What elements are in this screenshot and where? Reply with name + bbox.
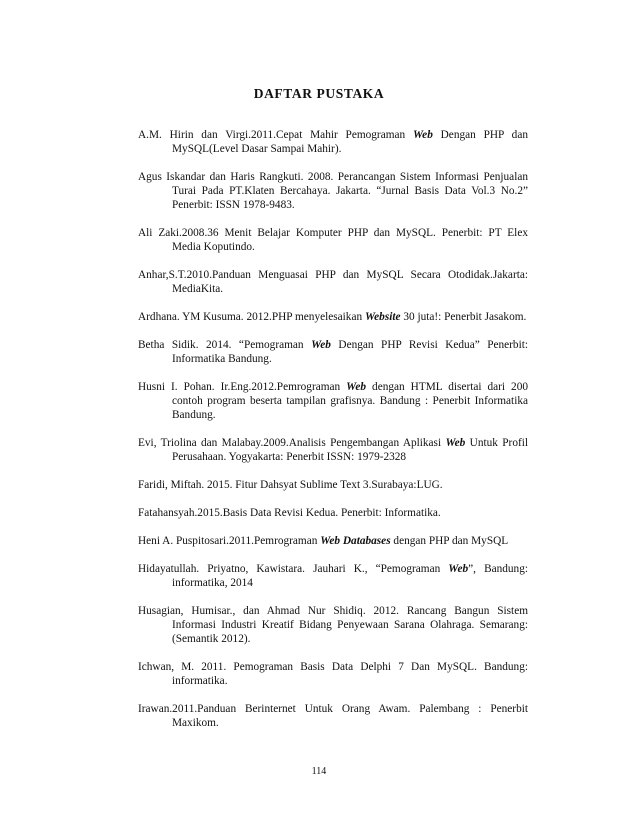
reference-text: A.M. Hirin dan Virgi.2011.Cepat Mahir Pemograman	[138, 129, 413, 141]
reference-text: Untuk Profil Perusahaan. Yogyakarta: Penerbit ISSN: 1979-2328	[172, 437, 529, 464]
reference-text: Hidayatullah. Priyatno, Kawistara. Jauhari K., “Pemograman	[138, 562, 449, 575]
reference-text: dengan PHP dan MySQL	[390, 534, 509, 547]
reference-entry	[138, 702, 528, 730]
reference-text: Heni A. Puspitosari.2011.Pemrograman	[138, 534, 321, 547]
reference-entry	[138, 310, 528, 324]
reference-list	[138, 128, 528, 744]
reference-entry	[138, 436, 528, 464]
reference-entry	[138, 478, 528, 492]
reference-entry	[138, 534, 528, 548]
reference-emphasis: Web	[346, 381, 367, 393]
reference-emphasis: Web	[445, 437, 466, 450]
reference-entry	[138, 268, 528, 296]
reference-text: Evi, Triolina dan Malabay.2009.Analisis Pengembangan Aplikasi	[138, 437, 446, 450]
reference-text: Betha Sidik. 2014. “Pemograman	[138, 339, 312, 351]
reference-text: Faridi, Miftah. 2015. Fitur Dahsyat Sublime Text 3.Surabaya:LUG.	[138, 479, 443, 492]
reference-text: Dengan PHP dan MySQL(Level Dasar Sampai Mahir).	[172, 129, 528, 156]
reference-text: Irawan.2011.Panduan Berinternet Untuk Orang Awam. Palembang : Penerbit Maxikom.	[138, 702, 528, 729]
reference-emphasis: Web	[311, 339, 331, 351]
reference-entry	[138, 562, 528, 590]
reference-text: 30 juta!: Penerbit Jasakom.	[400, 311, 527, 324]
reference-entry	[138, 660, 528, 688]
reference-entry	[138, 604, 528, 647]
reference-emphasis: Web	[412, 129, 433, 141]
reference-text: Husni I. Pohan. Ir.Eng.2012.Pemrograman	[138, 381, 347, 393]
reference-text: Agus Iskandar dan Haris Rangkuti. 2008. Perancangan Sistem Informasi Penjualan Turai Pada PT.Klaten Bercahaya. Jakarta. “Jurnal Basis Data Vol.3 No.2” Penerbit: ISSN 1978-9483.	[138, 171, 528, 212]
reference-entry	[138, 226, 528, 254]
reference-emphasis: Website	[364, 311, 401, 324]
reference-text: Dengan PHP Revisi Kedua” Penerbit: Informatika Bandung.	[172, 339, 528, 366]
page-title: DAFTAR PUSTAKA	[253, 86, 385, 101]
reference-text: Anhar,S.T.2010.Panduan Menguasai PHP dan MySQL Secara Otodidak.Jakarta: MediaKita.	[138, 269, 528, 296]
reference-text: Ardhana. YM Kusuma. 2012.PHP menyelesaikan	[138, 311, 365, 324]
reference-emphasis: Web	[448, 562, 469, 575]
reference-text: dengan HTML disertai dari 200 contoh program beserta tampilan grafisnya. Bandung : Penerbit Informatika Bandung.	[172, 381, 528, 422]
reference-text: Ali Zaki.2008.36 Menit Belajar Komputer PHP dan MySQL. Penerbit: PT Elex Media Koputindo.	[138, 227, 528, 254]
reference-text: Husagian, Humisar., dan Ahmad Nur Shidiq. 2012. Rancang Bangun Sistem Informasi Industri Kreatif Bidang Penyewaan Sarana Olahraga. Semarang: (Semantik 2012).	[138, 604, 528, 645]
reference-text: Fatahansyah.2015.Basis Data Revisi Kedua. Penerbit: Informatika.	[138, 507, 441, 519]
reference-emphasis: Web Databases	[320, 534, 391, 547]
reference-text: ”, Bandung: informatika, 2014	[172, 562, 528, 589]
reference-text: Ichwan, M. 2011. Pemograman Basis Data Delphi 7 Dan MySQL. Bandung: informatika.	[138, 660, 528, 687]
page-number: 114	[311, 766, 327, 777]
reference-entry	[138, 380, 528, 423]
reference-entry	[138, 506, 528, 520]
reference-entry	[138, 170, 528, 213]
reference-entry	[138, 338, 528, 366]
reference-entry	[138, 128, 528, 156]
